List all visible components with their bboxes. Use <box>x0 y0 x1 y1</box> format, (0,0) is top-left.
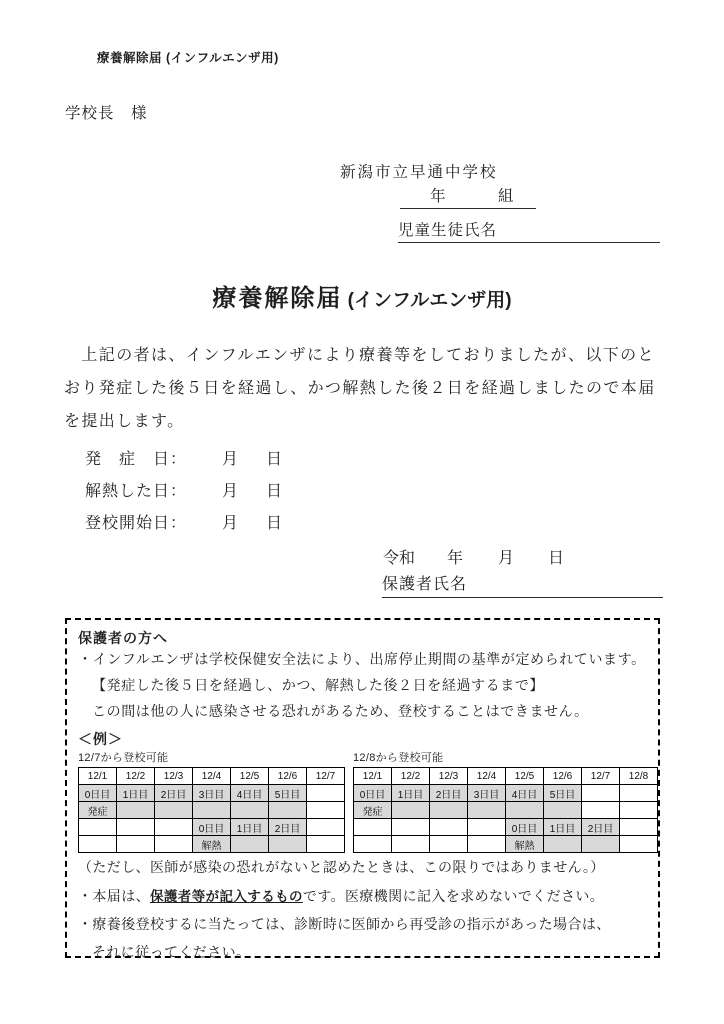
fever-resolved-date-label: 解熱した日： <box>85 483 188 500</box>
table-cell <box>231 836 269 853</box>
table-cell <box>79 819 117 836</box>
paragraph-line: 上記の者は、インフルエンザにより療養等をしておりましたが、以下のと <box>64 347 655 364</box>
month-label: 月 <box>222 451 239 468</box>
table-cell <box>354 836 392 853</box>
day-label: 日 <box>266 483 283 500</box>
school-return-date-row <box>85 510 385 532</box>
document-title-suffix: (インフルエンザ用) <box>342 290 512 311</box>
grade-label: 年 <box>430 188 446 205</box>
table-cell: 4日目 <box>231 785 269 802</box>
day-label: 日 <box>548 550 565 567</box>
school-name: 新潟市立早通中学校 <box>340 164 498 181</box>
table-cell <box>582 836 620 853</box>
table-cell <box>392 802 430 819</box>
table-cell <box>117 836 155 853</box>
table-cell: 発症 <box>354 802 392 819</box>
notice-doctor-exception: （ただし、医師が感染の恐れがないと認めたときは、この限りではありません。） <box>78 861 605 876</box>
paragraph-line: おり発症した後５日を経過し、かつ解熱した後２日を経過しましたので本届 <box>64 380 656 397</box>
table-cell: 解熱 <box>193 836 231 853</box>
notice-bullet-reexam-line1: ・療養後登校するに当たっては、診断時に医師から再受診の指示があった場合は、 <box>78 918 611 933</box>
table-cell <box>307 819 345 836</box>
example-calendar-table <box>78 767 345 853</box>
table-header-cell: 12/5 <box>506 768 544 785</box>
table-cell: 3日目 <box>193 785 231 802</box>
notice-heading: 保護者の方へ <box>78 630 168 646</box>
month-label: 月 <box>222 483 239 500</box>
onset-date-row <box>85 446 385 468</box>
table-cell: 1日目 <box>231 819 269 836</box>
table-cell: 0日目 <box>354 785 392 802</box>
table-cell <box>155 836 193 853</box>
table-cell <box>468 802 506 819</box>
table-cell <box>620 836 658 853</box>
table-cell <box>582 802 620 819</box>
issue-date-line <box>383 545 643 567</box>
table-row <box>79 836 345 853</box>
table-header-cell: 12/7 <box>307 768 345 785</box>
table-header-cell: 12/6 <box>269 768 307 785</box>
table-cell: 5日目 <box>269 785 307 802</box>
table-row <box>354 802 658 819</box>
table-header-cell: 12/5 <box>231 768 269 785</box>
table-cell <box>544 802 582 819</box>
table-cell: 発症 <box>79 802 117 819</box>
table-cell <box>307 802 345 819</box>
onset-date-label: 発 症 日： <box>85 451 188 468</box>
bullet2-post: です。医療機関に記入を求めないでください。 <box>302 890 605 905</box>
month-label: 月 <box>498 550 515 567</box>
table-cell <box>582 785 620 802</box>
table-cell <box>155 819 193 836</box>
table-row <box>79 768 345 785</box>
table-cell <box>117 819 155 836</box>
table-cell <box>430 802 468 819</box>
year-label: 年 <box>447 550 464 567</box>
notice-bullet-guardian-fill <box>78 884 658 910</box>
grade-class-field <box>400 186 536 209</box>
table-cell <box>620 819 658 836</box>
document-title-main: 療養解除届 <box>212 285 343 312</box>
table-cell <box>117 802 155 819</box>
guardian-notice-box <box>65 618 660 961</box>
example-table-block-2 <box>353 751 658 853</box>
table-header-cell: 12/4 <box>193 768 231 785</box>
table-header-cell: 12/2 <box>392 768 430 785</box>
notice-infection-warning: この間は他の人に感染させる恐れがあるため、登校することはできません。 <box>92 705 589 720</box>
school-return-date-label: 登校開始日： <box>85 515 188 532</box>
table-header-cell: 12/1 <box>79 768 117 785</box>
table-cell <box>620 802 658 819</box>
table-cell <box>231 802 269 819</box>
table-row <box>354 785 658 802</box>
table-cell <box>544 836 582 853</box>
example-tables-row <box>78 751 658 853</box>
table-cell <box>354 819 392 836</box>
example-table-caption: 12/8から登校可能 <box>353 752 444 764</box>
table-cell: 5日目 <box>544 785 582 802</box>
day-label: 日 <box>266 515 283 532</box>
addressee-line: 学校長 様 <box>65 105 148 122</box>
table-cell: 1日目 <box>544 819 582 836</box>
guardian-name-field <box>382 571 663 598</box>
table-cell: 解熱 <box>506 836 544 853</box>
example-table-block-1 <box>78 751 345 853</box>
example-calendar-table <box>353 767 658 853</box>
table-cell <box>307 785 345 802</box>
day-label: 日 <box>266 451 283 468</box>
paragraph-line: を提出します。 <box>64 413 185 430</box>
table-row <box>79 802 345 819</box>
month-label: 月 <box>222 515 239 532</box>
table-cell: 0日目 <box>79 785 117 802</box>
table-cell <box>79 836 117 853</box>
table-cell: 2日目 <box>269 819 307 836</box>
table-header-cell: 12/7 <box>582 768 620 785</box>
table-cell <box>430 819 468 836</box>
table-header-cell: 12/8 <box>620 768 658 785</box>
bullet2-pre: ・本届は、 <box>78 890 150 905</box>
table-cell <box>620 785 658 802</box>
table-header-cell: 12/2 <box>117 768 155 785</box>
table-header-cell: 12/4 <box>468 768 506 785</box>
table-header-cell: 12/6 <box>544 768 582 785</box>
notice-bullet-attendance-rule: ・インフルエンザは学校保健安全法により、出席停止期間の基準が定められています。 <box>78 653 646 668</box>
table-cell: 2日目 <box>582 819 620 836</box>
example-label: ＜例＞ <box>78 731 123 747</box>
era-label: 令和 <box>383 550 416 567</box>
body-paragraph <box>64 339 664 438</box>
table-header-cell: 12/3 <box>155 768 193 785</box>
form-type-header: 療養解除届 (インフルエンザ用) <box>97 51 279 65</box>
student-name-label: 児童生徒氏名 <box>398 222 498 239</box>
guardian-name-label: 保護者氏名 <box>382 576 468 593</box>
table-cell <box>392 836 430 853</box>
table-cell: 0日目 <box>506 819 544 836</box>
table-cell <box>307 836 345 853</box>
table-cell <box>430 836 468 853</box>
table-cell <box>193 802 231 819</box>
document-title <box>0 278 724 313</box>
fever-resolved-date-row <box>85 478 385 500</box>
table-header-cell: 12/3 <box>430 768 468 785</box>
student-name-field <box>398 218 660 243</box>
table-cell <box>269 802 307 819</box>
table-row <box>354 819 658 836</box>
table-cell <box>392 819 430 836</box>
table-cell: 2日目 <box>430 785 468 802</box>
table-cell: 1日目 <box>117 785 155 802</box>
class-label: 組 <box>498 188 514 205</box>
table-cell <box>269 836 307 853</box>
table-row <box>354 836 658 853</box>
table-row <box>79 785 345 802</box>
table-cell: 0日目 <box>193 819 231 836</box>
table-cell <box>155 802 193 819</box>
notice-bullet-reexam-line2: それに従ってください。 <box>92 946 251 961</box>
table-row <box>354 768 658 785</box>
bullet2-emphasis: 保護者等が記入するもの <box>150 889 303 904</box>
table-cell <box>468 819 506 836</box>
table-cell: 1日目 <box>392 785 430 802</box>
notice-bracket-rule: 【発症した後５日を経過し、かつ、解熱した後２日を経過するまで】 <box>92 679 545 694</box>
table-cell: 3日目 <box>468 785 506 802</box>
example-table-caption: 12/7から登校可能 <box>78 752 169 764</box>
table-cell <box>506 802 544 819</box>
table-cell: 4日目 <box>506 785 544 802</box>
table-cell <box>468 836 506 853</box>
table-cell: 2日目 <box>155 785 193 802</box>
table-row <box>79 819 345 836</box>
table-header-cell: 12/1 <box>354 768 392 785</box>
